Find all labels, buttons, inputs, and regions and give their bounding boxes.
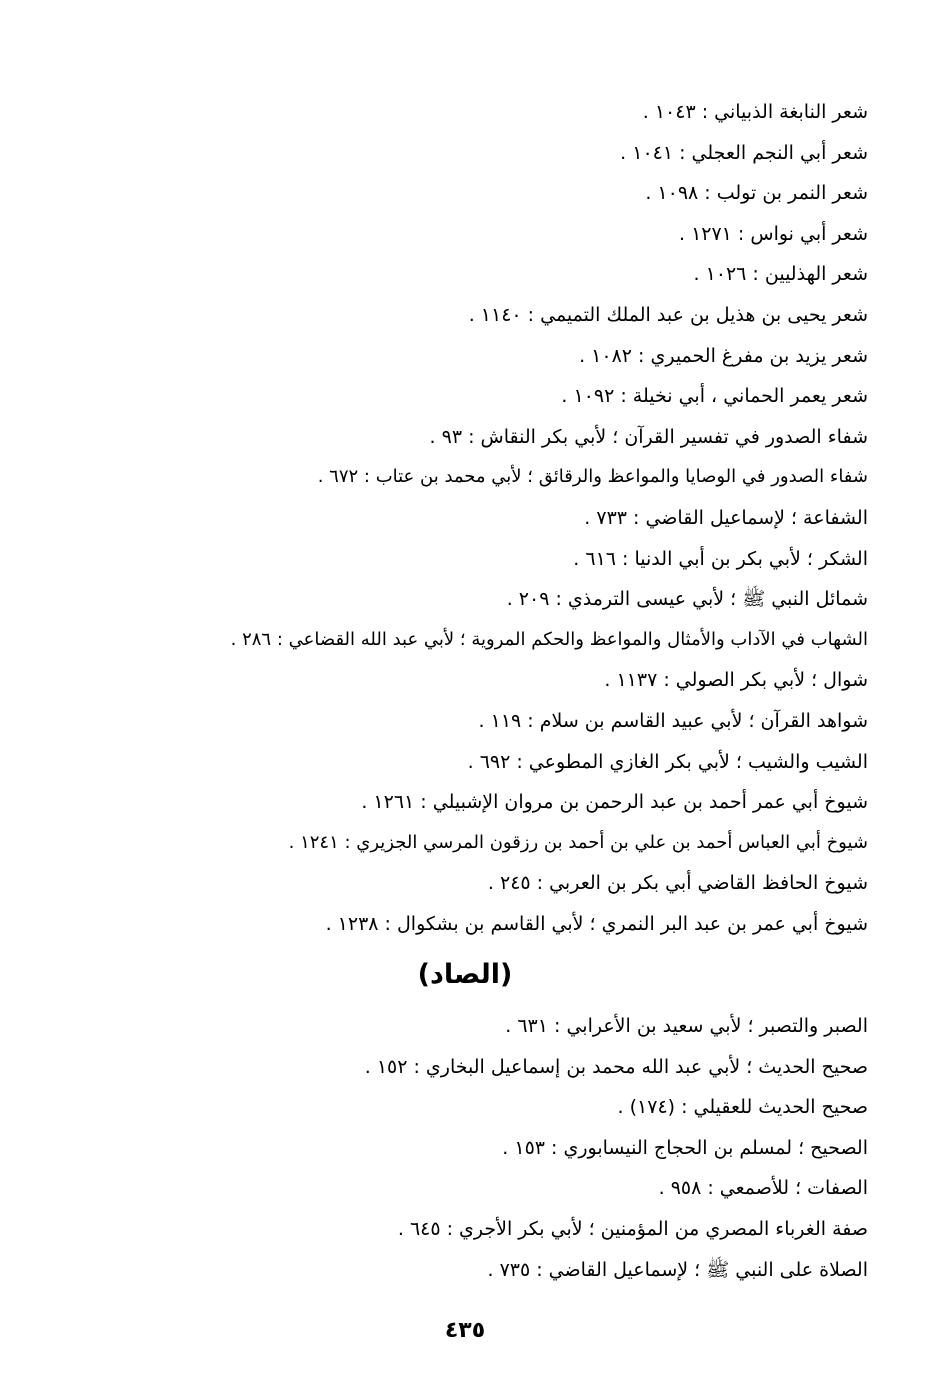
index-entry: شمائل النبي ﷺ ؛ لأبي عيسى الترمذي : ٢٠٩ . <box>506 588 868 611</box>
index-entry: شعر يحيى بن هذيل بن عبد الملك التميمي : ١١٤٠ . <box>468 303 868 326</box>
index-entry: الصلاة على النبي ﷺ ؛ لإسماعيل القاضي : ٧٣٥ . <box>487 1258 868 1281</box>
index-entry: شفاء الصدور في تفسير القرآن ؛ لأبي بكر النقاش : ٩٣ . <box>429 425 868 448</box>
index-entry: الصفات ؛ للأصمعي : ٩٥٨ . <box>658 1177 868 1200</box>
page-number: ٤٣٥ <box>444 1318 486 1343</box>
index-entry: شيوخ أبي عمر أحمد بن عبد الرحمن بن مروان الإشبيلي : ١٢٦١ . <box>361 791 868 814</box>
index-entries-sad <box>108 1006 868 1290</box>
index-entry: صحيح الحديث للعقيلي : (١٧٤) . <box>617 1096 868 1119</box>
index-entry: شيوخ الحافظ القاضي أبي بكر بن العربي : ٢٤٥ . <box>487 872 868 895</box>
index-entry: الشيب والشيب ؛ لأبي بكر الغازي المطوعي : ٦٩٢ . <box>467 750 868 773</box>
section-heading: (الصاد) <box>417 959 513 990</box>
index-entry: شيوخ أبي عمر بن عبد البر النمري ؛ لأبي القاسم بن بشكوال : ١٢٣٨ . <box>325 912 868 935</box>
index-entry: شعر يزيد بن مفرغ الحميري : ١٠٨٢ . <box>579 344 868 367</box>
index-entry: الشفاعة ؛ لإسماعيل القاضي : ٧٣٣ . <box>584 506 868 529</box>
index-entry: صفة الغرباء المصري من المؤمنين ؛ لأبي بكر الأجري : ٦٤٥ . <box>397 1217 868 1240</box>
index-entry: الشهاب في الآداب والأمثال والمواعظ والحكم المروية ؛ لأبي عبد الله القضاعي : ٢٨٦ . <box>230 628 868 650</box>
index-entries-shin <box>108 92 868 944</box>
index-entry: صحيح الحديث ؛ لأبي عبد الله محمد بن إسماعيل البخاري : ١٥٢ . <box>364 1055 868 1078</box>
index-entry: شعر يعمر الحماني ، أبي نخيلة : ١٠٩٢ . <box>561 385 868 408</box>
index-entry: شعر أبي نواس : ١٢٧١ . <box>678 222 868 245</box>
index-entry: شيوخ أبي العباس أحمد بن علي بن أحمد بن رزقون المرسي الجزيري : ١٢٤١ . <box>288 831 868 853</box>
index-entry: شفاء الصدور في الوصايا والمواعظ والرقائق ؛ لأبي محمد بن عتاب : ٦٧٢ . <box>317 466 868 488</box>
index-entry: شواهد القرآن ؛ لأبي عبيد القاسم بن سلام : ١١٩ . <box>478 709 868 732</box>
index-entry: الصبر والتصبر ؛ لأبي سعيد بن الأعرابي : ٦٣١ . <box>505 1015 868 1037</box>
index-entry: شعر الهذليين : ١٠٢٦ . <box>693 263 868 286</box>
index-entry: الصحيح ؛ لمسلم بن الحجاج النيسابوري : ١٥٣ . <box>502 1136 868 1159</box>
index-entry: شعر النمر بن تولب : ١٠٩٨ . <box>645 182 868 205</box>
index-entry: شعر النابغة الذبياني : ١٠٤٣ . <box>642 101 868 123</box>
index-entry: شعر أبي النجم العجلي : ١٠٤١ . <box>620 141 868 164</box>
index-entry: الشكر ؛ لأبي بكر بن أبي الدنيا : ٦١٦ . <box>573 547 868 570</box>
index-entry: شوال ؛ لأبي بكر الصولي : ١١٣٧ . <box>604 669 868 692</box>
